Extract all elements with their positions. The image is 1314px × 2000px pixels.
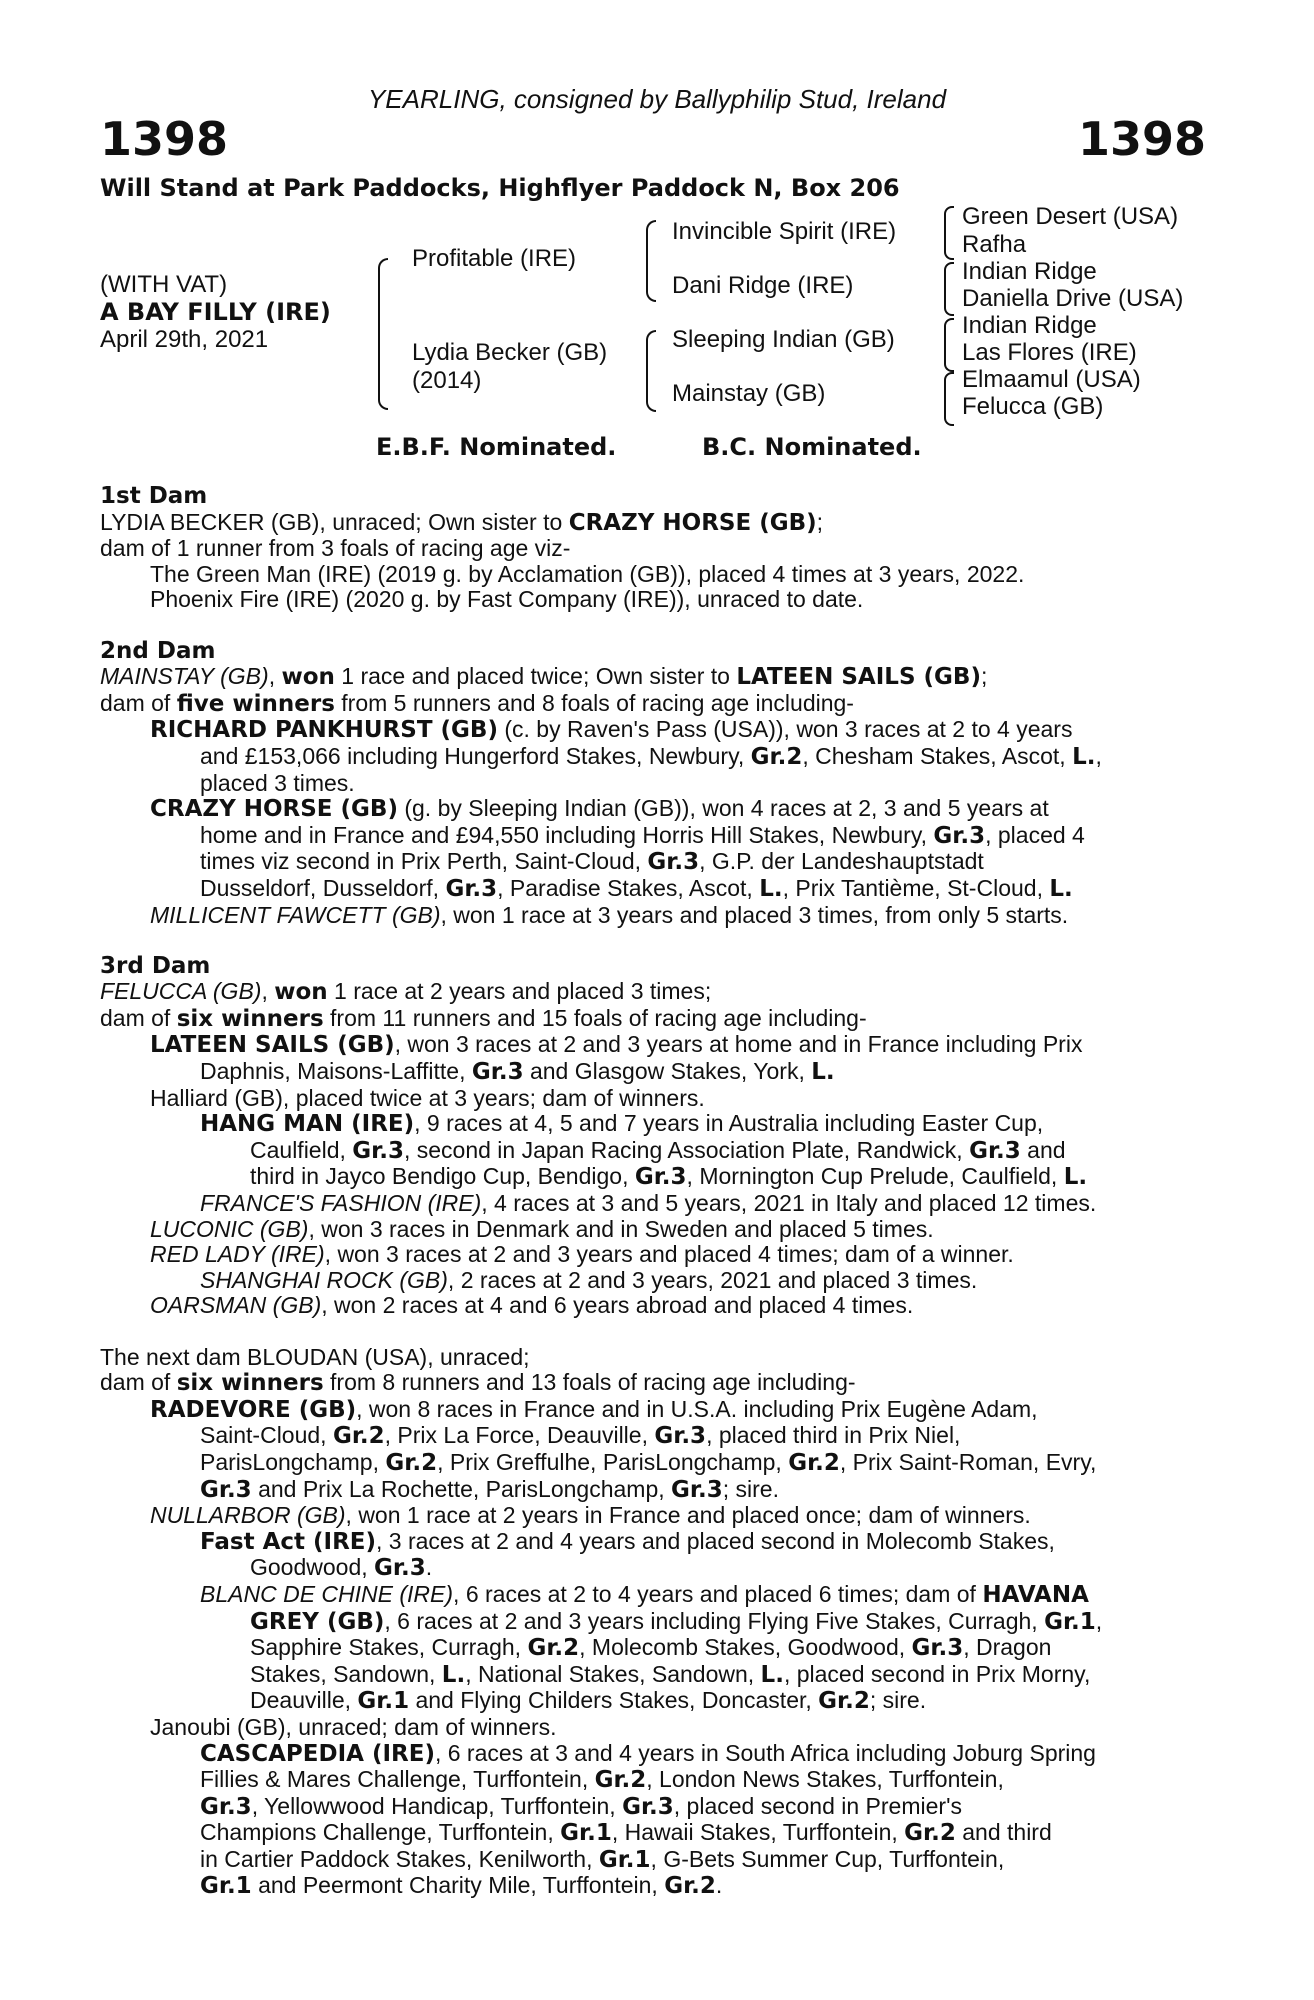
spacer [100, 928, 1210, 954]
third-dam-line: HANG MAN (IRE), 9 races at 4, 5 and 7 years in Australia including Easter Cup, [200, 1110, 1044, 1138]
third-dam-line: Halliard (GB), placed twice at 3 years; dam of winners. [150, 1084, 705, 1111]
next-dam-line: in Cartier Paddock Stakes, Kenilworth, Gr.1, G-Bets Summer Cup, Turffontein, [200, 1845, 1005, 1873]
spacer [100, 1319, 1210, 1345]
second-dam-line: Dusseldorf, Dusseldorf, Gr.3, Paradise Stakes, Ascot, L., Prix Tantième, St-Cloud, L. [200, 874, 1073, 902]
next-dam-line: Gr.3, Yellowwood Handicap, Turffontein, Gr.3, placed second in Premier's [200, 1792, 962, 1820]
next-dam-line: Saint-Cloud, Gr.2, Prix La Force, Deauville, Gr.3, placed third in Prix Niel, [200, 1422, 961, 1450]
next-dam-line: Fast Act (IRE), 3 races at 2 and 4 years and placed second in Molecomb Stakes, [200, 1527, 1055, 1555]
consignment-line: YEARLING, consigned by Ballyphilip Stud, Ireland [367, 84, 947, 114]
next-dam-line: GREY (GB), 6 races at 2 and 3 years including Flying Five Stakes, Curragh, Gr.1, [250, 1607, 1103, 1635]
next-dam-line: Sapphire Stakes, Curragh, Gr.2, Molecomb Stakes, Goodwood, Gr.3, Dragon [250, 1634, 1052, 1662]
next-dam-line: BLANC DE CHINE (IRE), 6 races at 2 to 4 years and placed 6 times; dam of HAVANA [200, 1580, 1089, 1608]
next-dam-line: Gr.1 and Peermont Charity Mile, Turffontein, Gr.2. [200, 1872, 723, 1900]
lot-number-left: 1398 [100, 112, 229, 166]
spacer [100, 613, 1210, 639]
next-dam-line: Champions Challenge, Turffontein, Gr.1, Hawaii Stakes, Turffontein, Gr.2 and third [200, 1819, 1052, 1847]
third-dam-line: Caulfield, Gr.3, second in Japan Racing Association Plate, Randwick, Gr.3 and [250, 1136, 1066, 1164]
pedigree-brace-g3 [944, 318, 954, 372]
third-dam-line: OARSMAN (GB), won 2 races at 4 and 6 years abroad and placed 4 times. [150, 1292, 914, 1319]
sire-sire: Invincible Spirit (IRE) [672, 218, 897, 245]
pedigree-brace-sire [646, 220, 656, 302]
dam-sire: Sleeping Indian (GB) [672, 326, 895, 353]
stand-location: Will Stand at Park Paddocks, Highflyer Paddock N, Box 206 [100, 174, 900, 202]
pedigree-brace-g4 [944, 372, 954, 426]
third-dam-line: RED LADY (IRE), won 3 races at 2 and 3 years and placed 4 times; dam of a winner. [150, 1241, 1014, 1268]
third-dam-line: FELUCCA (GB), won 1 race at 2 years and placed 3 times; [100, 978, 712, 1006]
third-dam-line: FRANCE'S FASHION (IRE), 4 races at 3 and 5 years, 2021 in Italy and placed 12 times. [200, 1190, 1097, 1217]
ancestor-g3: Indian Ridge [962, 258, 1097, 285]
second-dam-line: times viz second in Prix Perth, Saint-Cloud, Gr.3, G.P. der Landeshauptstadt [200, 848, 984, 876]
third-dam-line: LATEEN SAILS (GB), won 3 races at 2 and 3 years at home and in France including Prix [150, 1031, 1083, 1059]
next-dam-line: Deauville, Gr.1 and Flying Childers Stakes, Doncaster, Gr.2; sire. [250, 1687, 927, 1715]
second-dam-line: CRAZY HORSE (GB) (g. by Sleeping Indian (GB)), won 4 races at 2, 3 and 5 years at [150, 795, 1049, 823]
first-dam-line: The Green Man (IRE) (2019 g. by Acclamation (GB)), placed 4 times at 3 years, 2022. [150, 560, 1025, 587]
second-dam-line: MILLICENT FAWCETT (GB), won 1 race at 3 years and placed 3 times, from only 5 starts. [150, 901, 1069, 928]
pedigree-brace-g1 [944, 206, 954, 260]
next-dam-line: Janoubi (GB), unraced; dam of winners. [150, 1713, 557, 1740]
second-dam-line: RICHARD PANKHURST (GB) (c. by Raven's Pass (USA)), won 3 races at 2 to 4 years [150, 716, 1073, 744]
first-dam-heading: 1st Dam [100, 483, 208, 509]
next-dam-line: dam of six winners from 8 runners and 13 foals of racing age including- [100, 1369, 856, 1397]
first-dam-line: dam of 1 runner from 3 foals of racing age viz- [100, 535, 571, 562]
vat-label: (WITH VAT) [100, 271, 228, 298]
lot-number-right: 1398 [1077, 112, 1206, 166]
ancestor-g7: Elmaamul (USA) [962, 366, 1141, 393]
next-dam-line: ParisLongchamp, Gr.2, Prix Greffulhe, ParisLongchamp, Gr.2, Prix Saint-Roman, Evry, [200, 1448, 1097, 1476]
sire-dam: Dani Ridge (IRE) [672, 272, 854, 299]
third-dam-line: dam of six winners from 11 runners and 15 foals of racing age including- [100, 1004, 867, 1032]
bc-nomination: B.C. Nominated. [702, 433, 922, 461]
ancestor-g8: Felucca (GB) [962, 393, 1104, 420]
second-dam-line: placed 3 times. [200, 769, 355, 796]
ancestor-g6: Las Flores (IRE) [962, 339, 1137, 366]
next-dam-line: Goodwood, Gr.3. [250, 1554, 433, 1582]
foaling-date: April 29th, 2021 [100, 326, 269, 353]
second-dam-line: dam of five winners from 5 runners and 8 foals of racing age including- [100, 689, 854, 717]
third-dam-line: LUCONIC (GB), won 3 races in Denmark and in Sweden and placed 5 times. [150, 1215, 934, 1242]
next-dam-line: Gr.3 and Prix La Rochette, ParisLongchamp, Gr.3; sire. [200, 1475, 779, 1503]
ancestor-g1: Green Desert (USA) [962, 203, 1179, 230]
pedigree-brace-g2 [944, 262, 954, 316]
second-dam-heading: 2nd Dam [100, 637, 216, 664]
third-dam-line: SHANGHAI ROCK (GB), 2 races at 2 and 3 years, 2021 and placed 3 times. [200, 1266, 978, 1293]
dam-year: (2014) [412, 367, 482, 394]
second-dam-line: and £153,066 including Hungerford Stakes, Newbury, Gr.2, Chesham Stakes, Ascot, L., [200, 742, 1102, 770]
third-dam-line: Daphnis, Maisons-Laffitte, Gr.3 and Glasgow Stakes, York, L. [200, 1058, 835, 1086]
next-dam-line: Stakes, Sandown, L., National Stakes, Sandown, L., placed second in Prix Morny, [250, 1660, 1091, 1688]
next-dam-line: The next dam BLOUDAN (USA), unraced; [100, 1343, 530, 1370]
third-dam-line: third in Jayco Bendigo Cup, Bendigo, Gr.3, Mornington Cup Prelude, Caulfield, L. [250, 1163, 1088, 1191]
sire: Profitable (IRE) [412, 245, 577, 272]
second-dam-line: home and in France and £94,550 including Horris Hill Stakes, Newbury, Gr.3, placed 4 [200, 821, 1085, 849]
ebf-nomination: E.B.F. Nominated. [376, 433, 617, 461]
next-dam-line: Fillies & Mares Challenge, Turffontein, Gr.2, London News Stakes, Turffontein, [200, 1766, 1004, 1794]
next-dam-line: RADEVORE (GB), won 8 races in France and in U.S.A. including Prix Eugène Adam, [150, 1395, 1038, 1423]
first-dam-line: LYDIA BECKER (GB), unraced; Own sister to CRAZY HORSE (GB); [100, 508, 824, 536]
pedigree-brace-dam [646, 330, 656, 412]
produce-record [100, 484, 1210, 1900]
ancestor-g5: Indian Ridge [962, 312, 1097, 339]
pedigree-brace-main [378, 258, 388, 410]
ancestor-g2: Rafha [962, 231, 1027, 258]
dam-dam: Mainstay (GB) [672, 380, 826, 407]
third-dam-heading: 3rd Dam [100, 952, 211, 979]
next-dam-line: NULLARBOR (GB), won 1 race at 2 years in France and placed once; dam of winners. [150, 1502, 1031, 1529]
ancestor-g4: Daniella Drive (USA) [962, 285, 1184, 312]
horse-name: A BAY FILLY (IRE) [100, 298, 331, 326]
dam: Lydia Becker (GB) [412, 339, 608, 366]
next-dam-line: CASCAPEDIA (IRE), 6 races at 3 and 4 years in South Africa including Joburg Spring [200, 1739, 1096, 1767]
first-dam-line: Phoenix Fire (IRE) (2020 g. by Fast Company (IRE)), unraced to date. [150, 586, 864, 613]
second-dam-line: MAINSTAY (GB), won 1 race and placed twice; Own sister to LATEEN SAILS (GB); [100, 663, 988, 691]
